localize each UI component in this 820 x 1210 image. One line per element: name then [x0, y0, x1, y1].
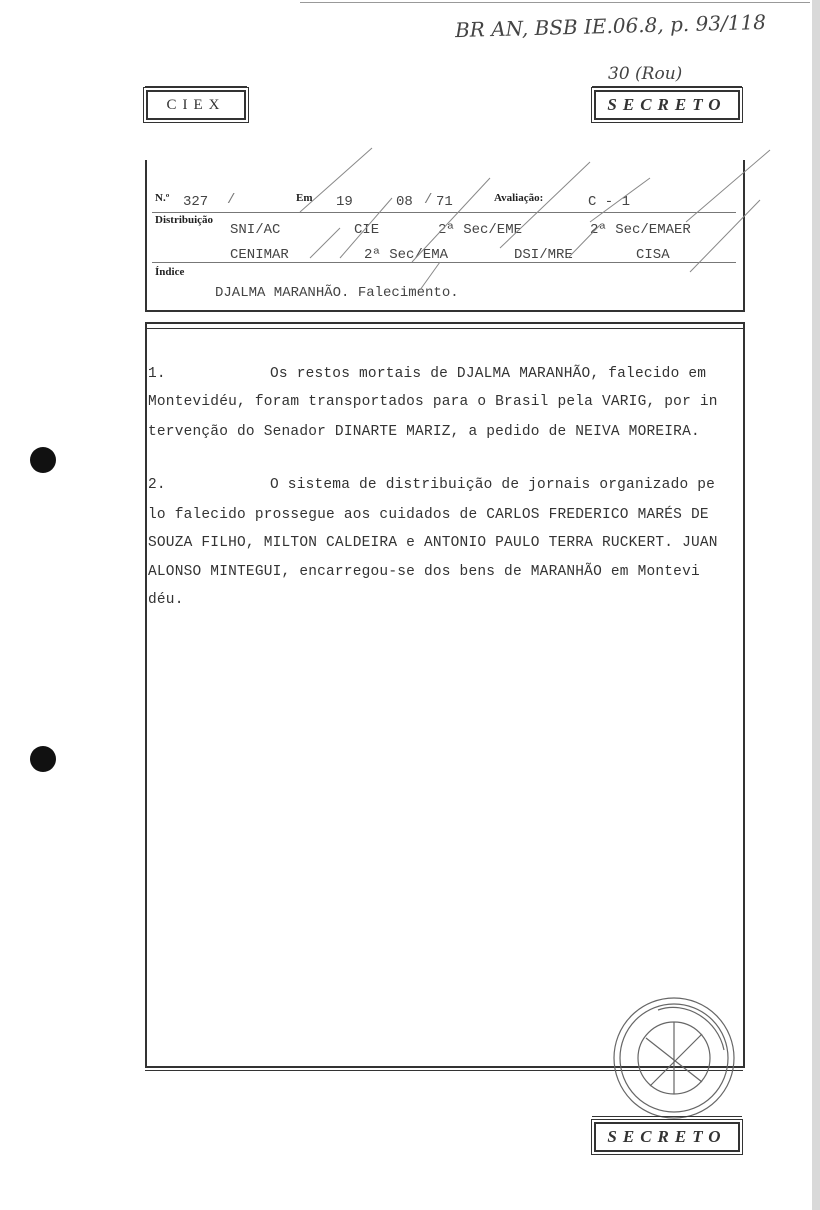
distribution-r2-c4: CISA: [636, 247, 670, 263]
date-label: Em: [296, 192, 313, 204]
paragraph-1-line-2: Montevidéu, foram transportados para o Brasil pela VARIG, por in: [148, 394, 718, 410]
origin-box: CIEX: [146, 90, 246, 120]
punch-hole-upper: [30, 447, 56, 473]
index-value: DJALMA MARANHÃO. Falecimento.: [215, 285, 459, 301]
date-year: 71: [436, 194, 453, 210]
secreto-bottom-rule: [592, 1116, 742, 1117]
check-slash-4: [500, 162, 590, 248]
classification-top: SECRETO: [594, 90, 740, 120]
distribution-r2-c1: CENIMAR: [230, 247, 289, 263]
distribution-r1-c3: 2ª Sec/EME: [438, 222, 523, 238]
check-slash-9: [568, 225, 600, 258]
paragraph-2-line-4: ALONSO MINTEGUI, encarregou-se dos bens de MARANHÃO em Montevi: [148, 564, 700, 580]
distribution-checkmarks: [0, 0, 820, 330]
archive-reference: BR AN, BSB IE.06.8, p. 93/118: [454, 9, 767, 43]
paragraph-2-number: 2.: [148, 477, 166, 493]
paragraph-1-number: 1.: [148, 366, 166, 382]
classification-bottom: SECRETO: [594, 1122, 740, 1152]
paragraph-2-line-2: lo falecido prossegue aos cuidados de CARLOS FREDERICO MARÉS DE: [148, 507, 709, 523]
distribution-r1-c1: SNI/AC: [230, 222, 281, 238]
number-slash: /: [227, 192, 236, 208]
evaluation-label: Avaliação:: [494, 192, 544, 204]
punch-hole-lower: [30, 746, 56, 772]
check-slash-3: [412, 178, 490, 262]
distribution-r1-c4: 2ª Sec/EMAER: [590, 222, 691, 238]
distribution-r1-c2: CIE: [354, 222, 380, 238]
number-label: N.º: [155, 192, 170, 204]
check-slash-10: [420, 262, 440, 290]
distribution-r2-c3: DSI/MRE: [514, 247, 573, 263]
paragraph-1-line-3: tervenção do Senador DINARTE MARIZ, a pedido de NEIVA MOREIRA.: [148, 424, 700, 440]
check-slash-1: [300, 148, 372, 212]
index-label: Índice: [155, 266, 185, 278]
check-slash-8: [310, 228, 340, 258]
number-value: 327: [183, 194, 209, 210]
archive-stamp: [606, 990, 746, 1130]
check-slash-7: [690, 200, 760, 272]
evaluation-value: C - 1: [588, 194, 631, 210]
distribution-label: Distribuição: [155, 214, 214, 226]
check-slash-2: [340, 198, 392, 258]
check-slash-6: [686, 150, 770, 222]
paragraph-1-line-1: Os restos mortais de DJALMA MARANHÃO, falecido em: [270, 366, 707, 382]
distribution-r2-c2: 2ª Sec/EMA: [364, 247, 449, 263]
check-slash-5: [590, 178, 650, 222]
body-top-double-rule: [145, 328, 743, 329]
date-month: 08: [396, 194, 413, 210]
paragraph-2-line-5: déu.: [148, 592, 184, 608]
page-note: 30 (Rou): [608, 64, 683, 84]
paragraph-2-line-1: O sistema de distribuição de jornais organizado pe: [270, 477, 716, 493]
paragraph-2-line-3: SOUZA FILHO, MILTON CALDEIRA e ANTONIO PAULO TERRA RUCKERT. JUAN: [148, 535, 718, 551]
date-slash: /: [424, 192, 433, 208]
date-day: 19: [336, 194, 353, 210]
